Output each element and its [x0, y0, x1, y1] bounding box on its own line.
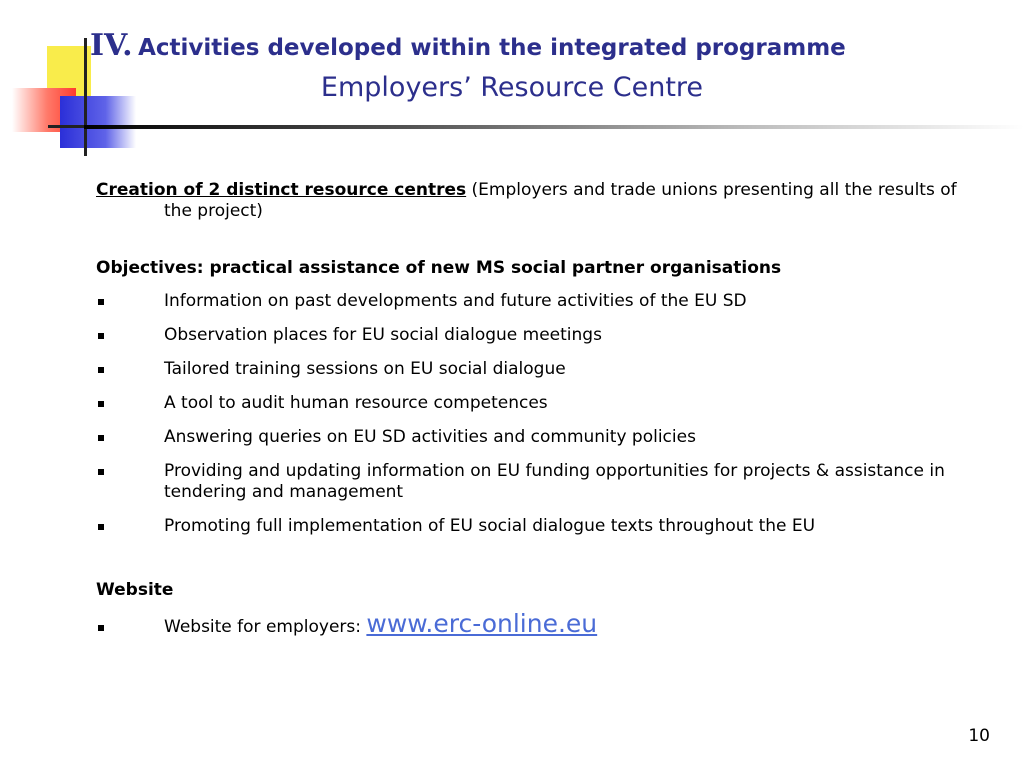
- website-heading: Website: [96, 580, 174, 600]
- bullet-icon: [98, 524, 104, 530]
- bullet-icon: [98, 469, 104, 475]
- bullet-icon: [98, 401, 104, 407]
- intro-heading: Creation of 2 distinct resource centres: [96, 180, 467, 200]
- title-main: Activities developed within the integrated programme: [138, 35, 846, 61]
- list-item: Information on past developments and future activities of the EU SD: [96, 291, 976, 312]
- slide-content: [96, 180, 976, 651]
- page-number: 10: [968, 726, 990, 746]
- objectives-heading: Objectives: practical assistance of new MS social partner organisations: [96, 258, 782, 278]
- website-list: [96, 609, 976, 638]
- list-item: Tailored training sessions on EU social dialogue: [96, 359, 976, 380]
- list-item: Providing and updating information on EU funding opportunities for projects & assistance in tendering and management: [96, 461, 976, 503]
- intro-paragraph: [96, 180, 976, 222]
- list-item: [96, 609, 976, 638]
- slide-title: [90, 28, 1010, 63]
- intro-text: (Employers and trade unions presenting all the results of the project): [164, 180, 957, 221]
- list-item: Promoting full implementation of EU social dialogue texts throughout the EU: [96, 516, 976, 537]
- bullet-icon: [98, 435, 104, 441]
- logo-blue-square: [60, 96, 136, 148]
- list-item: Observation places for EU social dialogue meetings: [96, 325, 976, 346]
- title-divider: [84, 125, 1024, 129]
- bullet-icon: [98, 367, 104, 373]
- objectives-list: [96, 291, 976, 537]
- bullet-icon: [98, 625, 104, 631]
- website-link[interactable]: www.erc-online.eu: [366, 609, 598, 638]
- slide-subtitle: Employers’ Resource Centre: [320, 72, 704, 103]
- bullet-icon: [98, 299, 104, 305]
- bullet-icon: [98, 333, 104, 339]
- list-item: A tool to audit human resource competences: [96, 393, 976, 414]
- title-number: IV.: [90, 28, 133, 63]
- list-item: Answering queries on EU SD activities and community policies: [96, 427, 976, 448]
- website-label: Website for employers:: [164, 617, 367, 637]
